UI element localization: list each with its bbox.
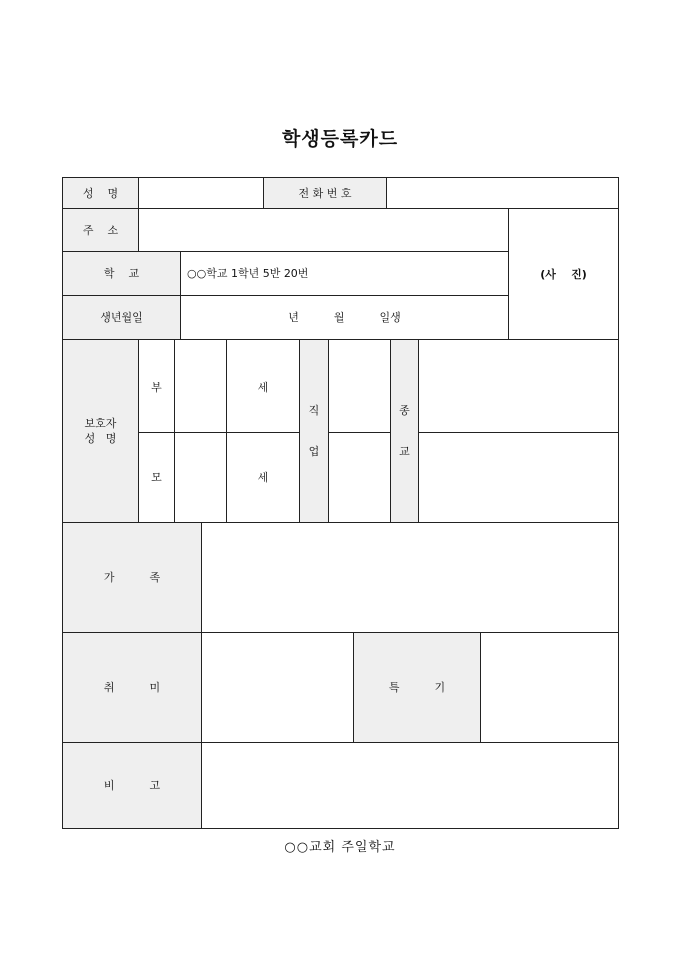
name-label: 성 명 [62,177,139,209]
mother-age-field[interactable]: 세 [226,432,300,523]
mother-label: 모 [138,432,175,523]
guardian-label-line2: 성 명 [84,432,117,445]
school-label: 학 교 [62,251,181,296]
mother-name-field[interactable] [174,432,227,523]
specialty-field[interactable] [480,632,619,743]
page-title: 학생등록카드 [281,128,399,150]
birthdate-field[interactable]: 년 월 일생 [180,295,509,340]
mother-job-field[interactable] [328,432,391,523]
father-name-field[interactable] [174,339,227,433]
guardian-label [62,339,139,523]
father-religion-field[interactable] [418,339,619,433]
mother-religion-field[interactable] [418,432,619,523]
remarks-label: 비 고 [62,742,202,829]
religion-label [390,339,419,523]
hobby-label: 취 미 [62,632,202,743]
family-label: 가 족 [62,522,202,633]
father-job-field[interactable] [328,339,391,433]
religion-label-char2: 교 [399,445,410,458]
job-label [299,339,329,523]
remarks-field[interactable] [201,742,619,829]
family-field[interactable] [201,522,619,633]
father-label: 부 [138,339,175,433]
name-field[interactable] [138,177,264,209]
birthdate-label: 생년월일 [62,295,181,340]
specialty-label: 특 기 [353,632,481,743]
footer-organization: ○○교회 주일학교 [284,840,396,855]
photo-box: (사 진) [508,208,619,340]
school-field[interactable]: ○○학교 1학년 5반 20번 [180,251,509,296]
address-field[interactable] [138,208,509,252]
hobby-field[interactable] [201,632,354,743]
address-label: 주 소 [62,208,139,252]
father-age-field[interactable]: 세 [226,339,300,433]
job-label-char1: 직 [308,404,320,417]
phone-label: 전 화 번 호 [263,177,387,209]
guardian-label-line1: 보호자 [84,417,117,430]
phone-field[interactable] [386,177,619,209]
religion-label-char1: 종 [399,404,410,417]
job-label-char2: 업 [308,445,320,458]
